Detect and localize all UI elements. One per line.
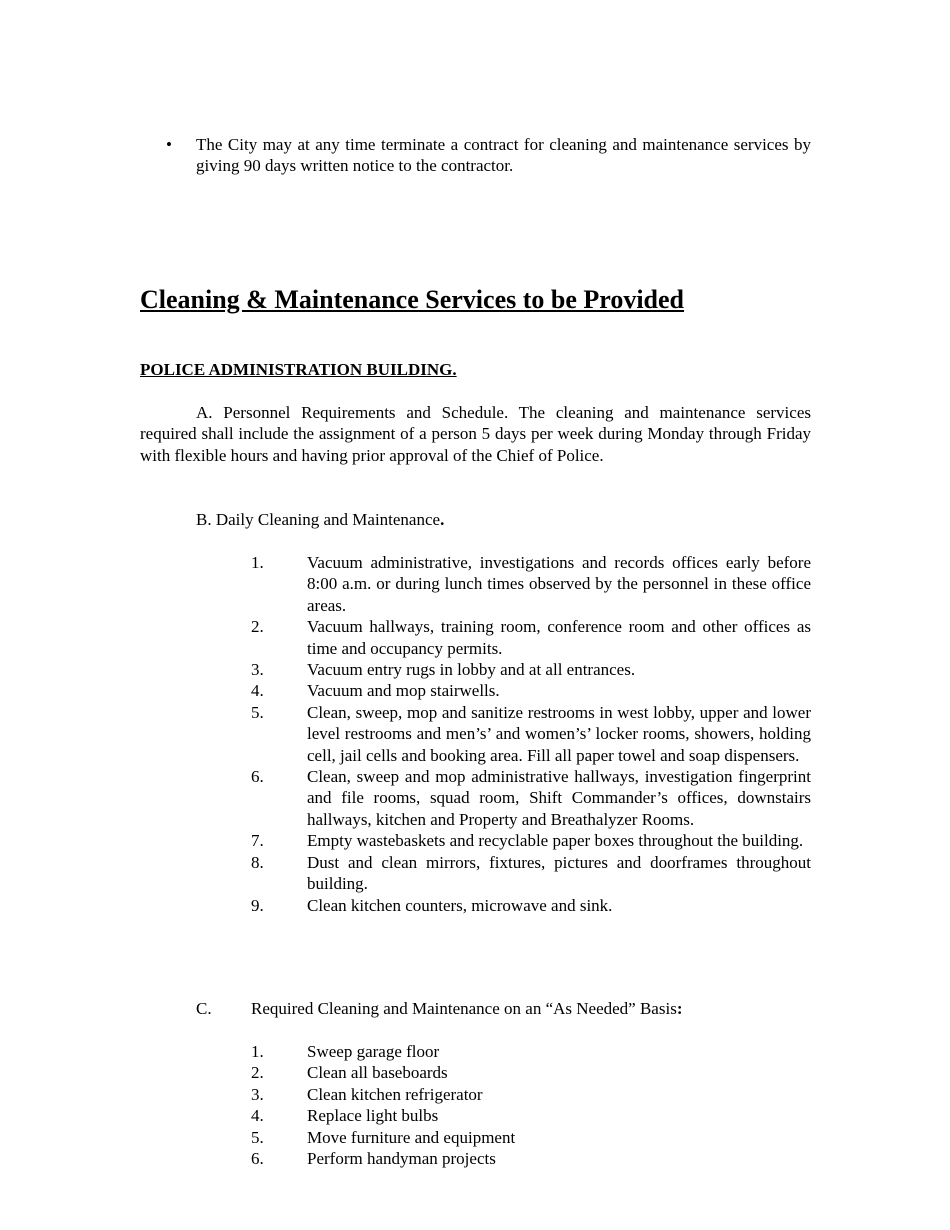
list-item-number: 4. [251, 681, 264, 701]
section-b-title-text: B. Daily Cleaning and Maintenance [196, 510, 441, 529]
list-item-number: 8. [251, 852, 264, 872]
list-item-number: 2. [251, 617, 264, 637]
section-b-title-end: . [440, 510, 445, 529]
list-item-text: Vacuum entry rugs in lobby and at all entrances. [307, 660, 636, 680]
list-item-text: Clean all baseboards [307, 1063, 448, 1083]
list-item-text: Clean kitchen refrigerator [307, 1084, 483, 1104]
list-item-number: 2. [251, 1063, 264, 1083]
bullet-text: The City may at any time terminate a contract for cleaning and maintenance services by giving 90 days written notice to the contractor. [196, 135, 811, 176]
section-c-title-end: : [676, 999, 683, 1018]
section-a-paragraph: A. Personnel Requirements and Schedule. The cleaning and maintenance services required shall include the assignment of a person 5 days per week during Monday through Friday with flexible hours and having prior approval of the Chief of Police. [140, 403, 811, 465]
list-item-number: 3. [251, 1084, 264, 1104]
section-c-title-text: Required Cleaning and Maintenance on an “As Needed” Basis [251, 999, 677, 1018]
daily-cleaning-list [251, 552, 811, 916]
section-heading: Cleaning & Maintenance Services to be Provided [140, 285, 685, 314]
list-item-number: 7. [251, 831, 264, 851]
list-item-number: 6. [251, 767, 264, 787]
list-item [251, 680, 811, 701]
list-item [251, 616, 811, 659]
list-item-text: Clean, sweep and mop administrative hallways, investigation fingerprint and file rooms, squad room, Shift Commander’s offices, downstairs hallways, kitchen and Property and Breathalyzer Rooms. [307, 767, 811, 829]
list-item [251, 1084, 811, 1105]
list-item [251, 1148, 811, 1169]
as-needed-list [251, 1041, 811, 1169]
list-item [251, 702, 811, 766]
list-item [251, 552, 811, 616]
list-item-text: Replace light bulbs [307, 1106, 439, 1126]
list-item-number: 4. [251, 1106, 264, 1126]
list-item-text: Vacuum hallways, training room, conference room and other offices as time and occupancy permits. [307, 617, 811, 658]
list-item-text: Vacuum administrative, investigations and records offices early before 8:00 a.m. or during lunch times observed by the personnel in these office areas. [307, 553, 811, 615]
list-item-text: Perform handyman projects [307, 1149, 496, 1169]
list-item-text: Empty wastebaskets and recyclable paper boxes throughout the building. [307, 831, 804, 851]
list-item-number: 6. [251, 1149, 264, 1169]
list-item [251, 895, 811, 916]
list-item-number: 1. [251, 553, 264, 572]
list-item-number: 5. [251, 702, 264, 722]
list-item-text: Dust and clean mirrors, fixtures, pictures and doorframes throughout building. [307, 852, 811, 894]
list-item [251, 1105, 811, 1126]
list-item-number: 9. [251, 895, 264, 915]
section-c-title [196, 998, 682, 1019]
list-item [251, 830, 811, 851]
list-item-number: 3. [251, 660, 264, 680]
list-item [251, 1062, 811, 1083]
list-item-text: Clean, sweep, mop and sanitize restrooms in west lobby, upper and lower level restrooms and men’s’ and women’s’ locker rooms, showers, holding cell, jail cells and booking area. Fill all paper towel and soap dispensers. [307, 702, 811, 765]
list-item-text: Vacuum and mop stairwells. [307, 681, 500, 701]
list-item-text: Clean kitchen counters, microwave and sink. [307, 895, 613, 915]
list-item-text: Sweep garage floor [307, 1042, 440, 1061]
list-item-number: 5. [251, 1127, 264, 1147]
section-c-letter: C. [196, 999, 212, 1018]
section-b-title [196, 509, 444, 530]
list-item-number: 1. [251, 1042, 264, 1061]
list-item [251, 1041, 811, 1062]
list-item [251, 852, 811, 895]
bullet-item [166, 134, 811, 177]
list-item-text: Move furniture and equipment [307, 1127, 516, 1147]
list-item [251, 659, 811, 680]
list-item [251, 766, 811, 830]
bullet-dot: • [166, 135, 172, 154]
building-subheading: POLICE ADMINISTRATION BUILDING. [140, 360, 457, 379]
list-item [251, 1127, 811, 1148]
